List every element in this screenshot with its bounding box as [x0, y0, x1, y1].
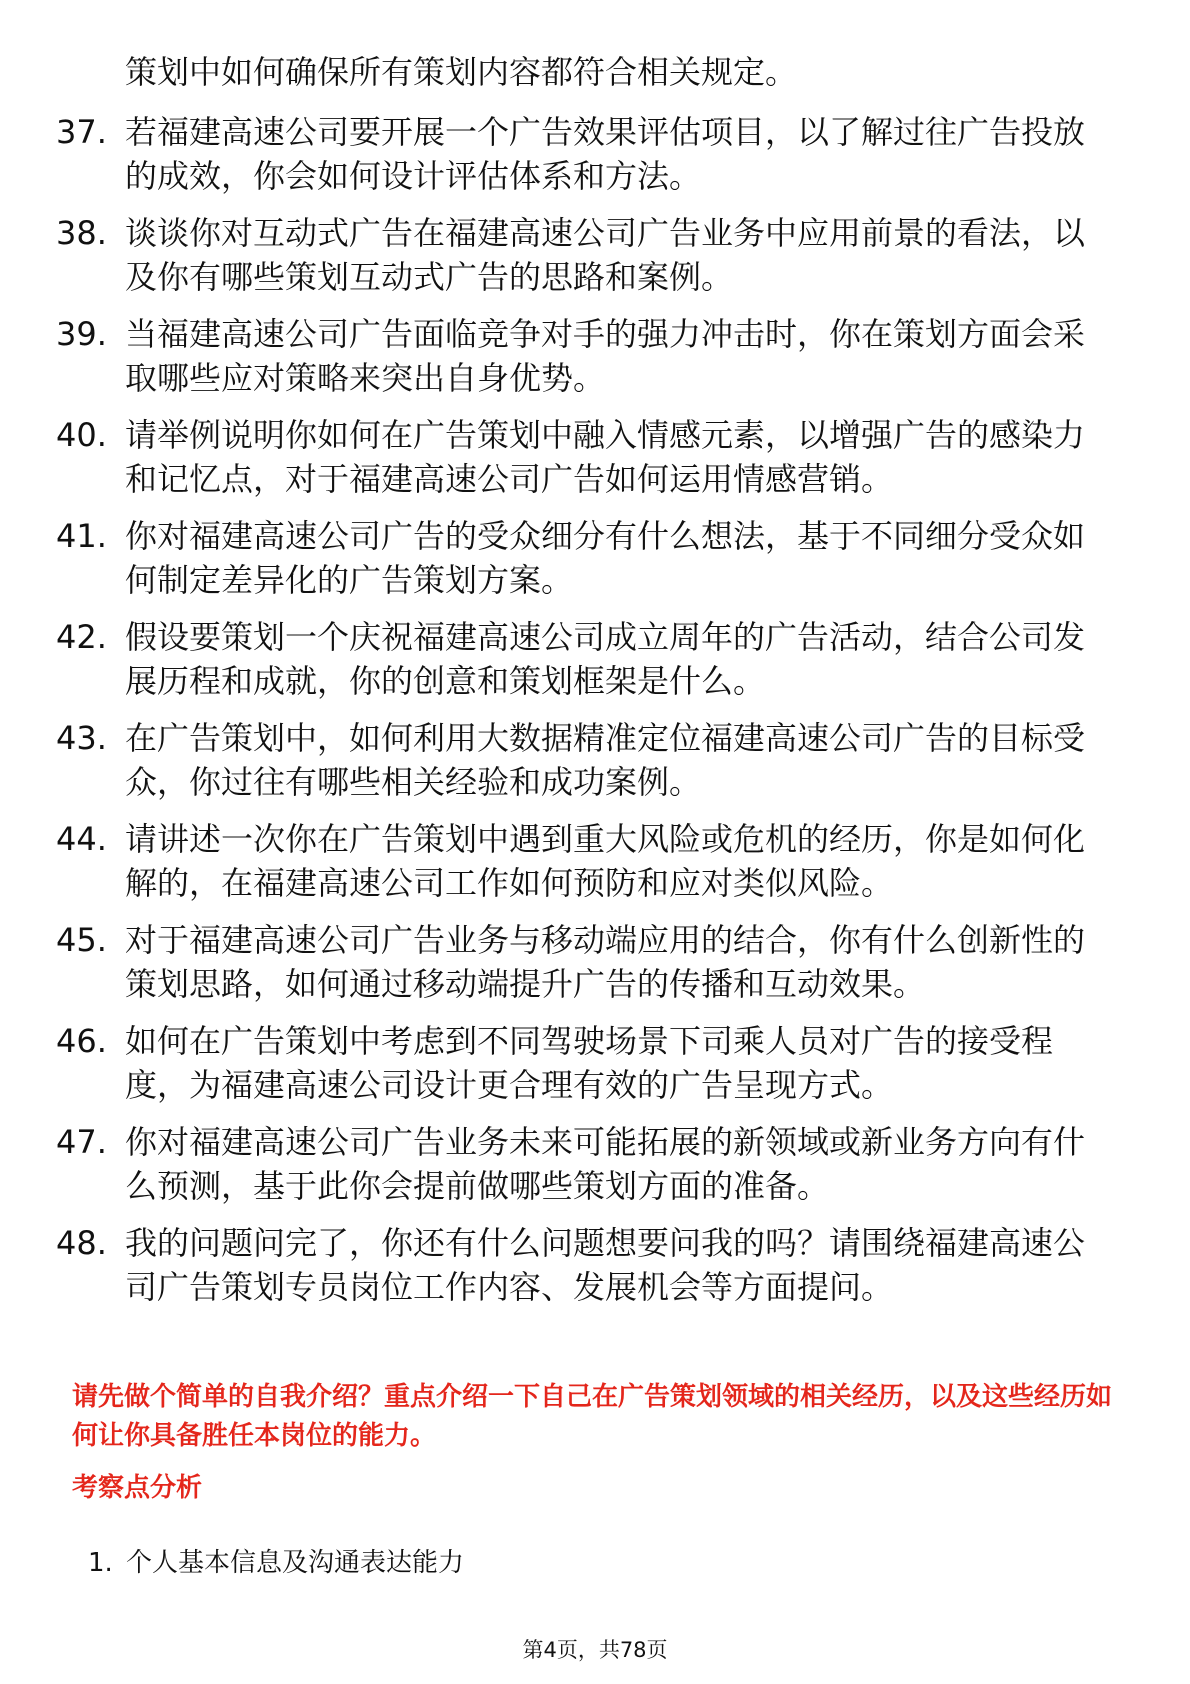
question-number: 42.: [56, 618, 107, 656]
question-text: 你对福建高速公司广告的受众细分有什么想法，基于不同细分受众如何制定差异化的广告策划方案。: [125, 517, 1086, 599]
question-number: 45.: [56, 921, 107, 959]
question-text: 请举例说明你如何在广告策划中融入情感元素，以增强广告的感染力和记忆点，对于福建高速公司广告如何运用情感营销。: [125, 416, 1086, 498]
question-item: [56, 817, 1116, 905]
question-number: 37.: [56, 113, 107, 151]
question-number: 39.: [56, 315, 107, 353]
question-number: 43.: [56, 719, 107, 757]
question-text: 当福建高速公司广告面临竞争对手的强力冲击时，你在策划方面会采取哪些应对策略来突出自身优势。: [125, 315, 1086, 397]
question-text: 在广告策划中，如何利用大数据精准定位福建高速公司广告的目标受众，你过往有哪些相关经验和成功案例。: [125, 719, 1086, 801]
question-text: 我的问题问完了，你还有什么问题想要问我的吗？请围绕福建高速公司广告策划专员岗位工作内容、发展机会等方面提问。: [125, 1224, 1086, 1306]
question-text: 对于福建高速公司广告业务与移动端应用的结合，你有什么创新性的策划思路，如何通过移动端提升广告的传播和互动效果。: [125, 921, 1086, 1003]
question-number: 47.: [56, 1123, 107, 1161]
analysis-point-text: 个人基本信息及沟通表达能力: [126, 1548, 465, 1578]
question-number: 44.: [56, 820, 107, 858]
analysis-point: [88, 1545, 464, 1581]
question-item: [56, 413, 1116, 501]
question-text: 谈谈你对互动式广告在福建高速公司广告业务中应用前景的看法，以及你有哪些策划互动式广告的思路和案例。: [125, 214, 1086, 296]
page-number-footer: 第4页，共78页: [522, 1638, 668, 1662]
question-item: [56, 1120, 1116, 1208]
question-text: 假设要策划一个庆祝福建高速公司成立周年的广告活动，结合公司发展历程和成就，你的创意和策划框架是什么。: [125, 618, 1086, 700]
question-item: [56, 918, 1116, 1006]
analysis-point-number: 1.: [88, 1548, 113, 1578]
question-text: 你对福建高速公司广告业务未来可能拓展的新领域或新业务方向有什么预测，基于此你会提前做哪些策划方面的准备。: [125, 1123, 1086, 1205]
question-number: 41.: [56, 517, 107, 555]
question-item: [56, 110, 1116, 198]
continued-question-text: 策划中如何确保所有策划内容都符合相关规定。: [125, 53, 798, 91]
question-number: 40.: [56, 416, 107, 454]
question-number: 46.: [56, 1022, 107, 1060]
question-item: [56, 716, 1116, 804]
question-text: 请讲述一次你在广告策划中遇到重大风险或危机的经历，你是如何化解的，在福建高速公司工作如何预防和应对类似风险。: [125, 820, 1086, 902]
highlight-question-heading: 请先做个简单的自我介绍？重点介绍一下自己在广告策划领域的相关经历，以及这些经历如何让你具备胜任本岗位的能力。: [72, 1382, 1113, 1451]
question-item: [56, 1019, 1116, 1107]
question-text: 如何在广告策划中考虑到不同驾驶场景下司乘人员对广告的接受程度，为福建高速公司设计更合理有效的广告呈现方式。: [125, 1022, 1054, 1104]
question-number: 48.: [56, 1224, 107, 1262]
question-list: [56, 110, 1116, 1322]
question-number: 38.: [56, 214, 107, 252]
question-item: [56, 312, 1116, 400]
question-text: 若福建高速公司要开展一个广告效果评估项目，以了解过往广告投放的成效，你会如何设计评估体系和方法。: [125, 113, 1086, 195]
question-item: [56, 514, 1116, 602]
analysis-heading: 考察点分析: [72, 1473, 203, 1503]
question-item: [56, 1221, 1116, 1309]
question-item: [56, 211, 1116, 299]
question-item: [56, 615, 1116, 703]
